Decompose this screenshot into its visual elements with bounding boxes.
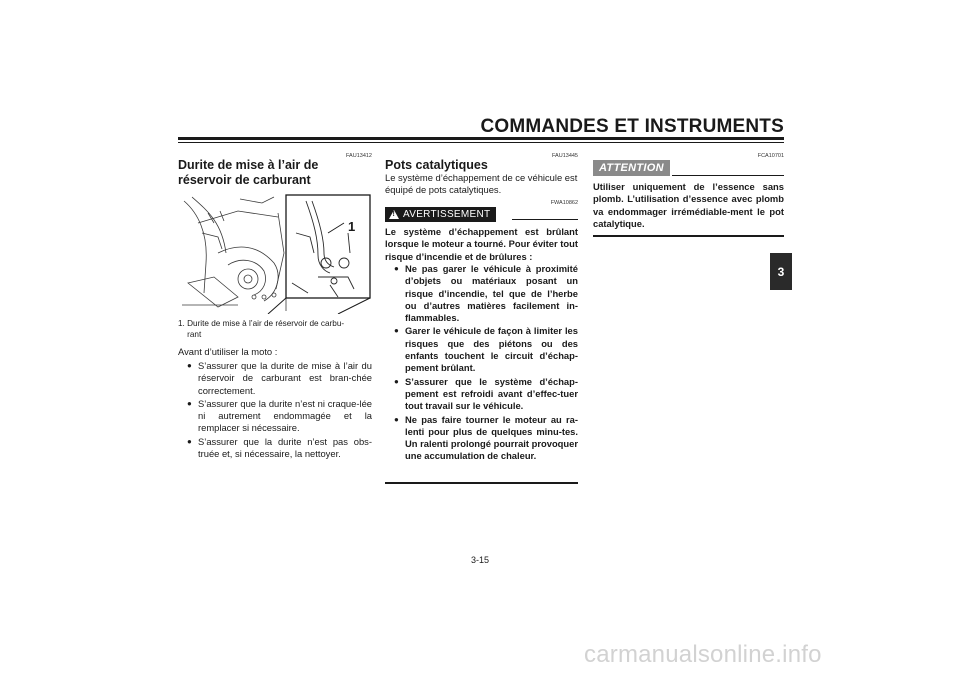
list-item: ● S’assurer que la durite de mise à l’air du réservoir de carburant est bran-chée correctement. <box>187 360 372 396</box>
fuel-breather-checklist <box>187 360 372 461</box>
warning-end-rule <box>385 482 578 484</box>
attention-rule <box>672 175 784 176</box>
list-item: ● S’assurer que la durite n’est pas obs-truée et, si nécessaire, la nettoyer. <box>187 435 372 460</box>
bullet-icon: ● <box>187 361 192 370</box>
section-title-catalytic: Pots catalytiques <box>385 158 488 172</box>
page-header-title: COMMANDES ET INSTRUMENTS <box>480 116 784 137</box>
fuel-breather-intro: Avant d’utiliser la moto : <box>178 346 278 357</box>
bullet-icon: ● <box>394 376 399 386</box>
warning-rule <box>512 219 578 220</box>
figure-caption: 1. Durite de mise à l’air de réservoir de carbu- rant <box>178 319 345 339</box>
page-number: 3-15 <box>470 555 489 565</box>
watermark: carmanualsonline.info <box>584 641 822 668</box>
fuel-tank-breather-hose-figure <box>178 193 372 314</box>
list-item: ● Garer le véhicule de façon à limiter les risques que des piétons ou des enfants touchent le circuit d’échap-pement brûlant. <box>394 325 578 374</box>
section-code: FAU13412 <box>346 153 372 159</box>
bullet-icon: ● <box>394 264 399 273</box>
header-rule <box>178 137 784 140</box>
header-rule-thin <box>178 142 784 143</box>
bullet-icon: ● <box>187 398 192 408</box>
chapter-tab: 3 <box>770 253 792 290</box>
section-code: FAU13445 <box>552 153 578 159</box>
warning-intro: Le système d’échappement est brûlant lorsque le moteur a tourné. Pour éviter tout risque d’incendie et de brûlures : <box>385 226 578 262</box>
warning-icon: ! <box>389 210 399 219</box>
section-title-fuel-breather: Durite de mise à l’air de réservoir de carburant <box>178 158 319 187</box>
catalytic-intro: Le système d’échappement de ce véhicule est équipé de pots catalytiques. <box>385 172 578 196</box>
bullet-icon: ● <box>394 414 399 424</box>
bullet-icon: ● <box>394 326 399 336</box>
bullet-icon: ● <box>187 436 192 446</box>
caution-code: FCA10701 <box>757 153 784 159</box>
attention-end-rule <box>593 235 784 237</box>
attention-badge: ATTENTION <box>593 160 670 176</box>
list-item: ● Ne pas garer le véhicule à proximité d’objets ou matériaux posant un risque d’incendie, tel que de l’herbe ou d’autres matières facilement in-flammables. <box>394 263 578 324</box>
list-item: ● S’assurer que la durite n’est ni craque-lée ni autrement endommagée et la remplacer si nécessaire. <box>187 397 372 434</box>
warning-list <box>394 263 578 464</box>
list-item: ● S’assurer que le système d’échap-pement est refroidi avant d’effec-tuer tout travail sur le véhicule. <box>394 375 578 412</box>
warning-code: FWA10862 <box>550 200 578 206</box>
list-item: ● Ne pas faire tourner le moteur au ra-lenti pour plus de quelques minu-tes. Un ralenti prolongé pourrait provoquer une accumulation de chaleur. <box>394 413 578 462</box>
figure-callout-1: 1 <box>348 219 356 234</box>
attention-text: Utiliser uniquement de l’essence sans plomb. L’utilisation d’essence avec plomb va endommager irrémédiable-ment le pot catalytique. <box>593 181 784 229</box>
warning-badge: ! AVERTISSEMENT <box>385 207 496 222</box>
